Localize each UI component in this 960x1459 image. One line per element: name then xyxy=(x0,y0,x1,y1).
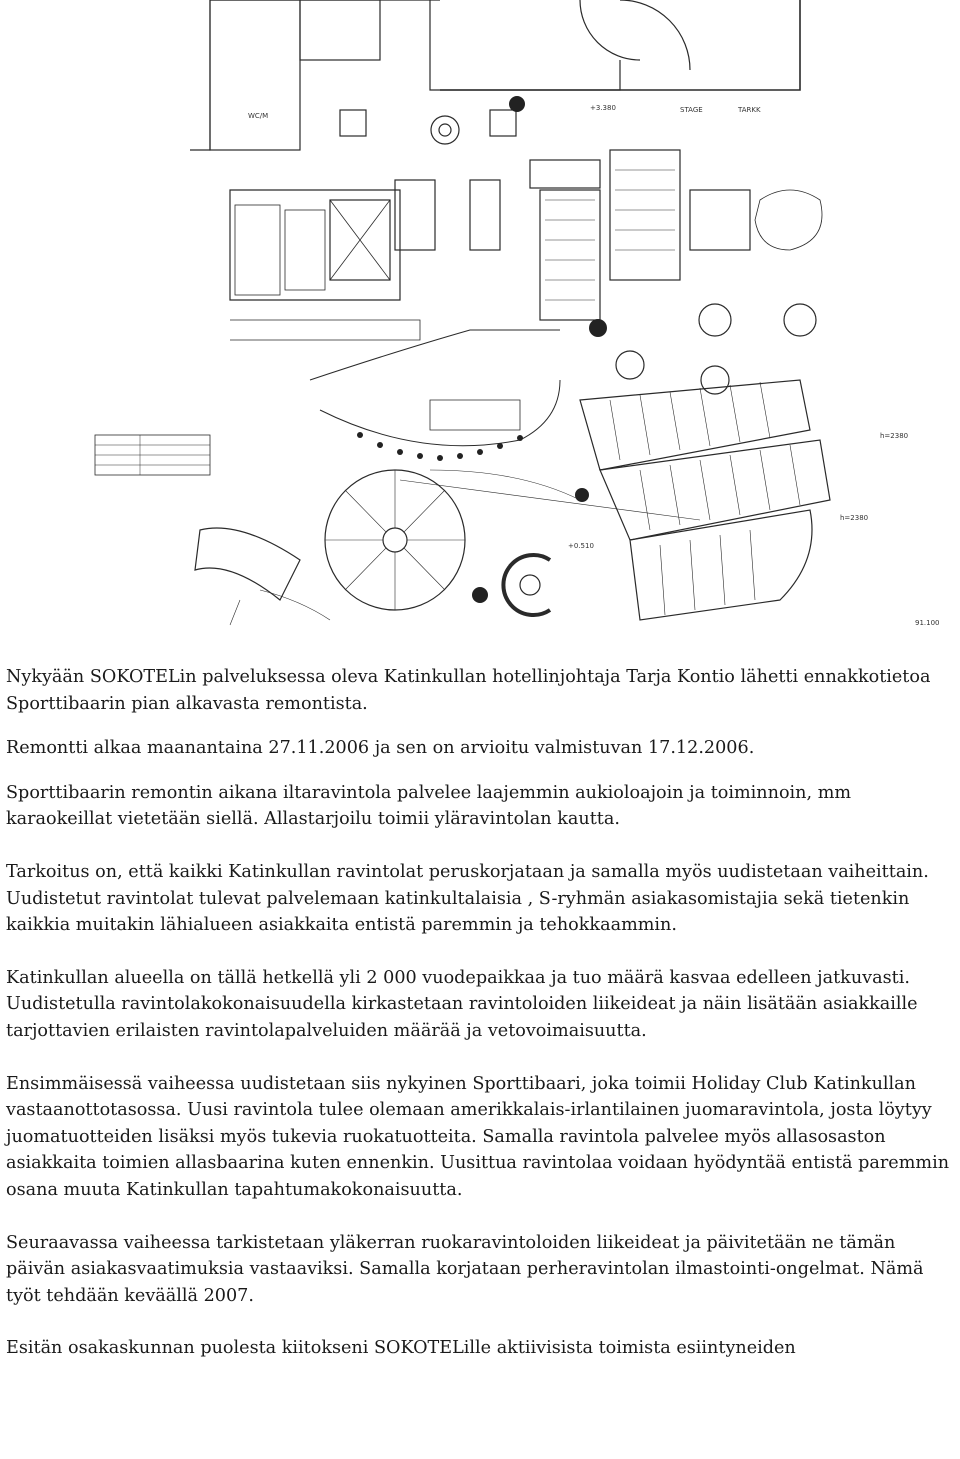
paragraph-7: Seuraavassa vaiheessa tarkistetaan yläkerran ruokaravintoloiden liikeideat ja päivitetään ne tämän päivän asiakasvaatimuksia vastaaviksi. Samalla korjataan perheravintolan ilmastointi-ongelmat. Nämä työt tehdään keväällä 2007. xyxy=(6,1232,924,1306)
plan-label-tark: TARKK xyxy=(738,106,761,114)
plan-label-level-1: +3.380 xyxy=(590,104,616,112)
paragraph-8: Esitän osakaskunnan puolesta kiitokseni SOKOTELille aktiivisista toimista esiintyneiden xyxy=(6,1338,796,1359)
article-body xyxy=(6,664,956,1362)
paragraph-5: Katinkullan alueella on tällä hetkellä yli 2 000 vuodepaikkaa ja tuo määrä kasvaa edelleen jatkuvasti. Uudistetulla ravintolakokonaisuudella kirkastetaan ravintoloiden liikeideat ja näin lisätään asiakkaille tarjottavien erilaisten ravintolapalveluiden määrää ja vetovoimaisuutta. xyxy=(6,967,918,1041)
paragraph-4: Tarkoitus on, että kaikki Katinkullan ravintolat peruskorjataan ja samalla myös uudistetaan vaiheittain. Uudistetut ravintolat tulevat palvelemaan katinkultalaisia , S-ryhmän asiakasomistajia sekä tietenkin kaikkia muitakin lähialueen asiakkaita entistä paremmin ja tehokkaammin. xyxy=(6,861,929,936)
plan-label-level-4: h=2380 xyxy=(840,514,869,522)
paragraph-6: Ensimmäisessä vaiheessa uudistetaan siis nykyinen Sporttibaari, joka toimii Holiday Club Katinkullan vastaanottotasossa. Uusi ravintola tulee olemaan amerikkalais-irlantilainen juomaravintola, josta löytyy juomatuotteiden lisäksi myös tukevia ruokatuotteita. Samalla ravintola palvelee myös allasosaston asiakkaita toimien allasbaarina kuten ennenkin. Uusittua ravintolaa voidaan hyödyntää entistä paremmin osana muuta Katinkullan tapahtumakokonaisuutta. xyxy=(6,1073,950,1200)
plan-label-stage: STAGE xyxy=(680,106,703,114)
plan-label-level-3: h=2380 xyxy=(880,432,909,440)
plan-label-wc: WC/M xyxy=(248,112,269,120)
plan-label-level-2: +0.510 xyxy=(568,542,594,550)
paragraph-3: Sporttibaarin remontin aikana iltaravintola palvelee laajemmin aukioloajoin ja toiminnoin, mm karaokeillat vietetään siellä. Allastarjoilu toimii yläravintolan kautta. xyxy=(6,782,852,830)
floor-plan-svg xyxy=(0,0,960,630)
paragraph-1: Nykyään SOKOTELin palveluksessa oleva Katinkullan hotellinjohtaja Tarja Kontio lähetti ennakkotietoa Sporttibaarin pian alkavasta remontista. xyxy=(6,667,931,714)
floor-plan-drawing xyxy=(0,0,960,630)
plan-label-scale: 91.100 xyxy=(915,619,940,627)
paragraph-2: Remontti alkaa maanantaina 27.11.2006 ja sen on arvioitu valmistuvan 17.12.2006. xyxy=(6,738,755,759)
